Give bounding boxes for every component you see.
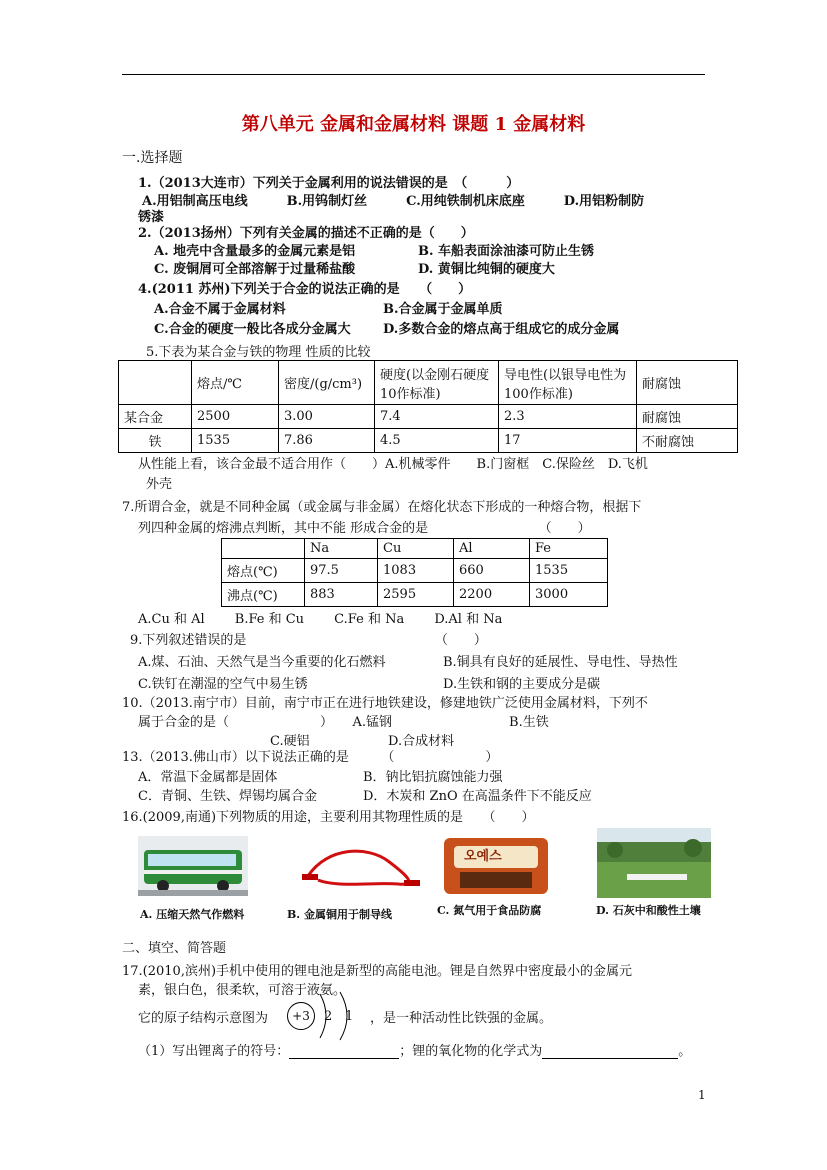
q16-caption-d: D. 石灰中和酸性土壤 [596, 904, 701, 917]
section-fill-heading: 二、填空、简答题 [122, 941, 227, 956]
snack-brand-text: 오예스 [464, 849, 502, 864]
q4-option-d: D.多数合金的熔点高于组成它的成分金属 [383, 322, 620, 337]
q10-stem-line2: 属于合金的是（ ） A.锰钢 B.生铁 [138, 715, 549, 730]
table-row [222, 559, 608, 583]
table-cell: Al [454, 539, 530, 559]
lithium-oxide-answer-blank[interactable] [542, 1044, 678, 1059]
table-header-row [222, 539, 608, 559]
q5-question-wrap: 外壳 [146, 477, 173, 492]
q16-caption-a: A. 压缩天然气作燃料 [140, 908, 245, 921]
q9-stem: 9.下列叙述错误的是 （ ） [130, 633, 487, 648]
header-rule [122, 74, 705, 75]
q13-option-b: B．钠比铝抗腐蚀能力强 [363, 770, 503, 785]
table-cell: 硬度(以金刚石硬度10作标准) [375, 361, 499, 405]
table-cell: 2.3 [499, 405, 637, 429]
table-cell: 2595 [378, 583, 454, 607]
table-cell: 1535 [192, 429, 279, 453]
table-cell: 4.5 [375, 429, 499, 453]
q13-stem: 13.（2013.佛山市）以下说法正确的是 （ ） [122, 750, 499, 765]
q13-option-d: D．木炭和 ZnO 在高温条件下不能反应 [363, 789, 592, 804]
atom-nucleus: +3 [287, 1002, 315, 1030]
section-choice-heading: 一.选择题 [122, 150, 183, 166]
table-cell: Na [305, 539, 378, 559]
table-cell: 17 [499, 429, 637, 453]
melting-boiling-table [221, 538, 608, 607]
q9-option-b: B.铜具有良好的延展性、导电性、导热性 [443, 655, 678, 670]
q17-line3-suffix: ，是一种活动性比铁强的金属。 [370, 1011, 553, 1026]
q17-stem-line1: 17.(2010,滨州)手机中使用的锂电池是新型的高能电池。锂是自然界中密度最小的金属元 [122, 964, 633, 979]
q10-stem-line1: 10.（2013.南宁市）目前，南宁市正在进行地铁建设，修建地铁广泛使用金属材料，下列不 [122, 696, 648, 711]
q7-options: A.Cu 和 Al B.Fe 和 Cu C.Fe 和 Na D.Al 和 Na [138, 612, 503, 627]
q17-sub1-end: 。 [678, 1044, 692, 1059]
q2-option-c: C. 废铜屑可全部溶解于过量稀盐酸 [154, 262, 356, 277]
q9-option-c: C.铁钉在潮湿的空气中易生锈 [138, 677, 308, 692]
table-cell: Cu [378, 539, 454, 559]
table-cell: 某合金 [119, 405, 192, 429]
field-image [597, 828, 711, 898]
table-row [222, 583, 608, 607]
q16-caption-b: B. 金属铜用于制导线 [287, 908, 392, 921]
q5-stem: 5.下表为某合金与铁的物理 性质的比较 [146, 345, 371, 360]
table-cell: 熔点(℃) [222, 559, 305, 583]
q4-option-c: C.合金的硬度一般比各成分金属大 [154, 322, 351, 337]
q17-sub1 [138, 1040, 691, 1059]
q4-stem: 4.(2011 苏州)下列关于合金的说法正确的是 （ ） [138, 282, 472, 297]
table-cell: 3.00 [279, 405, 375, 429]
q13-option-c: C．青铜、生铁、焊锡均属合金 [138, 789, 317, 804]
table-cell: 7.86 [279, 429, 375, 453]
copper-wire-image [298, 836, 428, 896]
q17-sub1-label: （1）写出锂离子的符号： [138, 1044, 290, 1059]
table-cell: 883 [305, 583, 378, 607]
table-cell: 1535 [530, 559, 608, 583]
q1-options: A.用铝制高压电线 B.用钨制灯丝 C.用纯铁制机床底座 D.用铝粉制防 [142, 194, 645, 209]
table-cell: 熔点/℃ [192, 361, 279, 405]
table-cell: 密度/(g/cm³) [279, 361, 375, 405]
table-cell [119, 361, 192, 405]
q1-options-wrap: 锈漆 [138, 210, 165, 225]
table-cell: 97.5 [305, 559, 378, 583]
q16-caption-c: C. 氮气用于食品防腐 [437, 904, 542, 917]
q4-option-b: B.合金属于金属单质 [383, 302, 503, 317]
page-title: 第八单元 金属和金属材料 课题 1 金属材料 [241, 114, 586, 135]
q10-option-d: D.合成材料 [388, 734, 455, 749]
lithium-ion-answer-blank[interactable] [289, 1044, 399, 1059]
q5-question: 从性能上看，该合金最不适合用作（ ）A.机械零件 B.门窗框 C.保险丝 D.飞机 [138, 457, 648, 472]
shell-2-electrons: 1 [345, 1009, 354, 1024]
table-cell: 导电性(以银导电性为100作标准) [499, 361, 637, 405]
table-header-row [119, 361, 738, 405]
table-cell: 7.4 [375, 405, 499, 429]
table-row [119, 429, 738, 453]
table-cell: 1083 [378, 559, 454, 583]
table-cell: 660 [454, 559, 530, 583]
bus-image [138, 836, 248, 896]
q1-stem: 1.（2013大连市）下列关于金属利用的说法错误的是 （ ） [138, 176, 520, 191]
alloy-iron-table [118, 360, 738, 453]
table-cell: 耐腐蚀 [637, 405, 738, 429]
q17-stem-line2: 素，银白色，很柔软，可溶于液氨。 [138, 983, 347, 998]
q7-stem-line2: 列四种金属的熔沸点判断，其中不能 形成合金的是 （ ） [138, 521, 591, 536]
q2-option-a: A. 地壳中含量最多的金属元素是铝 [154, 244, 356, 259]
q9-option-a: A.煤、石油、天然气是当今重要的化石燃料 [138, 655, 386, 670]
table-cell: 铁 [119, 429, 192, 453]
q2-stem: 2.（2013扬州）下列有关金属的描述不正确的是（ ） [138, 226, 474, 241]
table-cell: 2200 [454, 583, 530, 607]
table-row [119, 405, 738, 429]
q2-option-d: D. 黄铜比纯铜的硬度大 [418, 262, 555, 277]
table-cell: 3000 [530, 583, 608, 607]
q9-option-d: D.生铁和钢的主要成分是碳 [443, 677, 601, 692]
table-cell: 沸点(℃) [222, 583, 305, 607]
table-cell [222, 539, 305, 559]
q17-sub1-mid: ；锂的氧化物的化学式为 [399, 1044, 543, 1059]
table-cell: 耐腐蚀 [637, 361, 738, 405]
table-cell: Fe [530, 539, 608, 559]
table-cell: 2500 [192, 405, 279, 429]
q7-stem-line1: 7.所谓合金，就是不同种金属（或金属与非金属）在熔化状态下形成的一种熔合物，根据下 [122, 500, 642, 515]
page-number: 1 [698, 1088, 706, 1102]
table-cell: 不耐腐蚀 [637, 429, 738, 453]
q2-option-b: B. 车船表面涂油漆可防止生锈 [418, 244, 595, 259]
shell-1-electrons: 2 [324, 1009, 333, 1024]
q4-option-a: A.合金不属于金属材料 [154, 302, 286, 317]
q16-stem: 16.(2009,南通)下列物质的用途，主要利用其物理性质的是 （ ） [122, 810, 535, 825]
q17-line3-prefix: 它的原子结构示意图为 [138, 1011, 269, 1026]
snack-package-image [440, 832, 552, 900]
q13-option-a: A．常温下金属都是固体 [138, 770, 278, 785]
q10-option-c: C.硬铝 [270, 734, 310, 749]
